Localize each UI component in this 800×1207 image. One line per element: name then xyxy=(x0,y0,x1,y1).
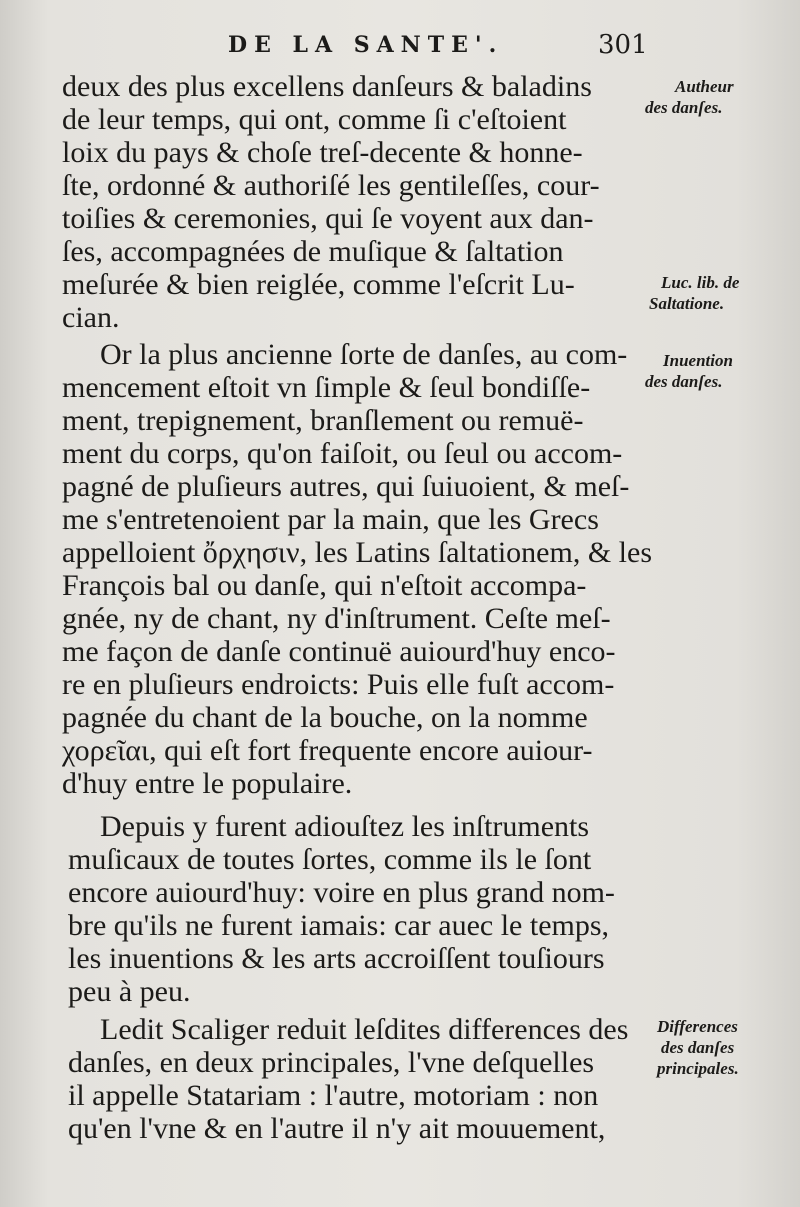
text-line: gnée, ny de chant, ny d'inſtrument. Ceſte meſ- xyxy=(62,602,611,635)
paragraph-first-line: Ledit Scaliger reduit leſdites differences des xyxy=(100,1013,629,1046)
text-line: cian. xyxy=(62,301,120,334)
margin-note-line: principales. xyxy=(657,1059,739,1078)
text-line: qu'en l'vne & en l'autre il n'y ait mouuement, xyxy=(68,1112,606,1145)
page-number: 301 xyxy=(598,30,648,60)
margin-note-line: Autheur xyxy=(675,77,734,96)
margin-note-line: Inuention xyxy=(663,351,733,370)
margin-note xyxy=(645,76,795,118)
margin-note xyxy=(645,272,795,314)
text-line: me façon de danſe continuë auiourd'huy enco- xyxy=(62,635,616,668)
margin-note-line: Luc. lib. de xyxy=(661,273,740,292)
margin-note-line: des danſes xyxy=(661,1038,735,1057)
text-line: toiſies & ceremonies, qui ſe voyent aux dan- xyxy=(62,202,594,235)
text-line: mencement eſtoit vn ſimple & ſeul bondiſſe- xyxy=(62,371,591,404)
text-line: d'huy entre le populaire. xyxy=(62,767,353,800)
text-line: ment, trepignement, branſlement ou remuë- xyxy=(62,404,584,437)
paragraph-first-line: Or la plus ancienne ſorte de danſes, au com- xyxy=(100,338,628,371)
text-line: re en pluſieurs endroicts: Puis elle fuſt accom- xyxy=(62,668,615,701)
margin-note-line: des danſes. xyxy=(645,98,723,117)
text-line: ſes, accompagnées de muſique & ſaltation xyxy=(62,235,564,268)
text-line: ment du corps, qu'on faiſoit, ou ſeul ou accom- xyxy=(62,437,623,470)
text-line: peu à peu. xyxy=(68,975,191,1008)
text-line: deux des plus excellens danſeurs & baladins xyxy=(62,70,592,103)
text-line: les inuentions & les arts accroiſſent touſiours xyxy=(68,942,605,975)
text-line: muſicaux de toutes ſortes, comme ils le ſont xyxy=(68,843,592,876)
text-line: ſte, ordonné & authoriſé les gentileſſes, cour- xyxy=(62,169,600,202)
running-head: DE LA SANTE'. xyxy=(228,32,504,58)
margin-note xyxy=(645,1016,795,1079)
margin-note-line: Differences xyxy=(657,1017,738,1036)
margin-note-line: Saltatione. xyxy=(649,294,725,313)
text-line: de leur temps, qui ont, comme ſi c'eſtoient xyxy=(62,103,567,136)
text-line: encore auiourd'huy: voire en plus grand nom- xyxy=(68,876,615,909)
text-line: pagné de pluſieurs autres, qui ſuiuoient, & meſ- xyxy=(62,470,630,503)
paragraph-first-line: Depuis y furent adiouſtez les inſtruments xyxy=(100,810,590,843)
text-line: χορεῖαι, qui eſt fort frequente encore auiour- xyxy=(62,734,593,767)
margin-note-line: des danſes. xyxy=(645,372,723,391)
text-line: pagnée du chant de la bouche, on la nomme xyxy=(62,701,588,734)
page-header xyxy=(0,30,800,60)
text-line: meſurée & bien reiglée, comme l'eſcrit Lu- xyxy=(62,268,575,301)
text-line: François bal ou danſe, qui n'eſtoit accompa- xyxy=(62,569,587,602)
text-line: loix du pays & choſe treſ-decente & honne- xyxy=(62,136,583,169)
text-line: il appelle Statariam : l'autre, motoriam : non xyxy=(68,1079,599,1112)
text-line: bre qu'ils ne furent iamais: car auec le temps, xyxy=(68,909,610,942)
text-line: appelloient ὄρχησιν, les Latins ſaltationem, & les xyxy=(62,536,652,569)
margin-note xyxy=(645,350,795,392)
text-line: danſes, en deux principales, l'vne deſquelles xyxy=(68,1046,595,1079)
text-line: me s'entretenoient par la main, que les Grecs xyxy=(62,503,599,536)
